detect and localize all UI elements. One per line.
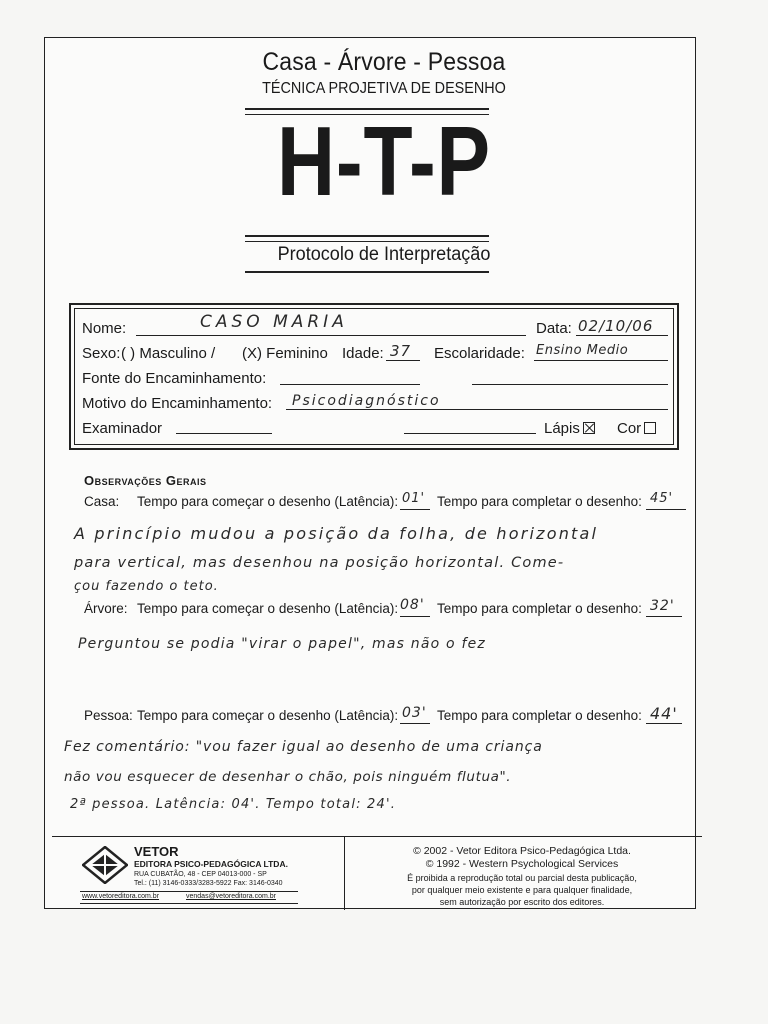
pessoa-label: Pessoa: — [84, 708, 133, 723]
escolaridade-line — [534, 360, 668, 361]
arvore-total-line — [646, 616, 682, 617]
publisher-phone: Tel.: (11) 3146-0333/3283-5922 Fax: 3146-0340 — [134, 880, 283, 887]
idade-line — [386, 360, 420, 361]
idade-field[interactable]: 37 — [390, 342, 412, 360]
copyright-notice: por qualquer meio existente e para qualquer finalidade, — [411, 885, 633, 895]
arvore-total-label: Tempo para completar o desenho: — [437, 601, 642, 616]
publisher-site-link[interactable]: www.vetoreditora.com.br — [82, 893, 160, 900]
feminino-option[interactable]: (X) Feminino — [242, 345, 328, 362]
cor-option[interactable] — [617, 420, 656, 437]
lapis-option[interactable] — [544, 420, 595, 437]
form-title: Casa - Árvore - Pessoa — [262, 48, 506, 76]
cor-label: Cor — [617, 420, 642, 437]
lapis-label: Lápis — [544, 420, 580, 437]
casa-label: Casa: — [84, 494, 120, 509]
copyright-vetor: © 2002 - Vetor Editora Psico-Pedagógica Ltda. — [413, 845, 631, 857]
arvore-total-field[interactable]: 32' — [650, 598, 675, 614]
arvore-note-line: Perguntou se podia "virar o papel", mas não o fez — [78, 636, 486, 652]
publisher-address: RUA CUBATÃO, 48 - CEP 04013-000 - SP — [134, 871, 267, 878]
pessoa-note-line: 2ª pessoa. Latência: 04'. Tempo total: 24'. — [70, 797, 397, 812]
pessoa-latencia-field[interactable]: 03' — [402, 705, 427, 721]
pessoa-total-field[interactable]: 44' — [650, 704, 678, 723]
nome-line — [136, 335, 526, 336]
arvore-latencia-line — [400, 616, 430, 617]
motivo-label: Motivo do Encaminhamento: — [82, 395, 273, 412]
copyright-notice: É proibida a reprodução total ou parcial desta publicação, — [407, 873, 637, 883]
casa-note-line: çou fazendo o teto. — [74, 579, 219, 594]
data-line — [576, 335, 668, 336]
motivo-line — [286, 409, 668, 410]
examinador-line-2[interactable] — [404, 433, 536, 434]
data-label: Data: — [536, 320, 572, 337]
observacoes-title: Observações Gerais — [84, 473, 207, 488]
fonte-line-2[interactable] — [472, 384, 668, 385]
casa-total-line — [646, 509, 686, 510]
vetor-logo-icon — [82, 846, 128, 884]
arvore-latencia-field[interactable]: 08' — [400, 597, 425, 613]
pessoa-note-line: Fez comentário: "vou fazer igual ao desenho de uma criança — [64, 739, 543, 755]
pessoa-total-label: Tempo para completar o desenho: — [437, 708, 642, 723]
copyright-notice: sem autorização por escrito dos editores. — [439, 897, 605, 907]
casa-latencia-label: Tempo para começar o desenho (Latência): — [137, 494, 399, 509]
footer-line — [80, 891, 298, 892]
cor-checkbox[interactable] — [644, 422, 656, 434]
copyright-wps: © 1992 - Western Psychological Services — [425, 858, 619, 870]
publisher-full-name: EDITORA PSICO-PEDAGÓGICA LTDA. — [134, 859, 288, 869]
pessoa-note-line: não vou esquecer de desenhar o chão, pois ninguém flutua". — [64, 769, 512, 785]
casa-note-line: A princípio mudou a posição da folha, de horizontal — [74, 524, 599, 543]
arvore-latencia-label: Tempo para começar o desenho (Latência): — [137, 601, 399, 616]
casa-note-line: para vertical, mas desenhou na posição horizontal. Come- — [74, 555, 565, 571]
casa-total-label: Tempo para completar o desenho: — [437, 494, 642, 509]
publisher-name: VETOR — [134, 844, 179, 859]
divider — [245, 241, 489, 242]
divider — [245, 271, 489, 273]
casa-latencia-line — [400, 509, 430, 510]
escolaridade-label: Escolaridade: — [434, 345, 525, 362]
sexo-label: Sexo: — [82, 345, 121, 362]
pessoa-latencia-line — [400, 723, 430, 724]
fonte-label: Fonte do Encaminhamento: — [82, 370, 267, 387]
casa-latencia-field[interactable]: 01' — [402, 491, 426, 506]
footer-line — [80, 903, 298, 904]
nome-label: Nome: — [82, 320, 127, 337]
arvore-label: Árvore: — [84, 601, 128, 616]
lapis-checkbox[interactable] — [583, 422, 595, 434]
nome-field[interactable]: CASO MARIA — [200, 312, 348, 332]
form-subtitle: TÉCNICA PROJETIVA DE DESENHO — [262, 80, 506, 97]
divider — [245, 235, 489, 237]
pessoa-total-line — [646, 723, 682, 724]
fonte-line[interactable] — [280, 384, 420, 385]
examinador-line[interactable] — [176, 433, 272, 434]
publisher-email-link[interactable]: vendas@vetoreditora.com.br — [186, 893, 276, 900]
examinador-label: Examinador — [82, 420, 163, 437]
protocol-title: Protocolo de Interpretação — [277, 244, 491, 265]
masculino-option[interactable]: ( ) Masculino / — [121, 345, 216, 362]
casa-total-field[interactable]: 45' — [650, 491, 674, 506]
pessoa-latencia-label: Tempo para começar o desenho (Latência): — [137, 708, 399, 723]
escolaridade-field[interactable]: Ensino Medio — [536, 343, 629, 358]
data-field[interactable]: 02/10/06 — [578, 317, 654, 335]
htp-logo: H-T-P — [277, 106, 491, 216]
motivo-field[interactable]: Psicodiagnóstico — [292, 393, 441, 409]
idade-label: Idade: — [342, 345, 384, 362]
